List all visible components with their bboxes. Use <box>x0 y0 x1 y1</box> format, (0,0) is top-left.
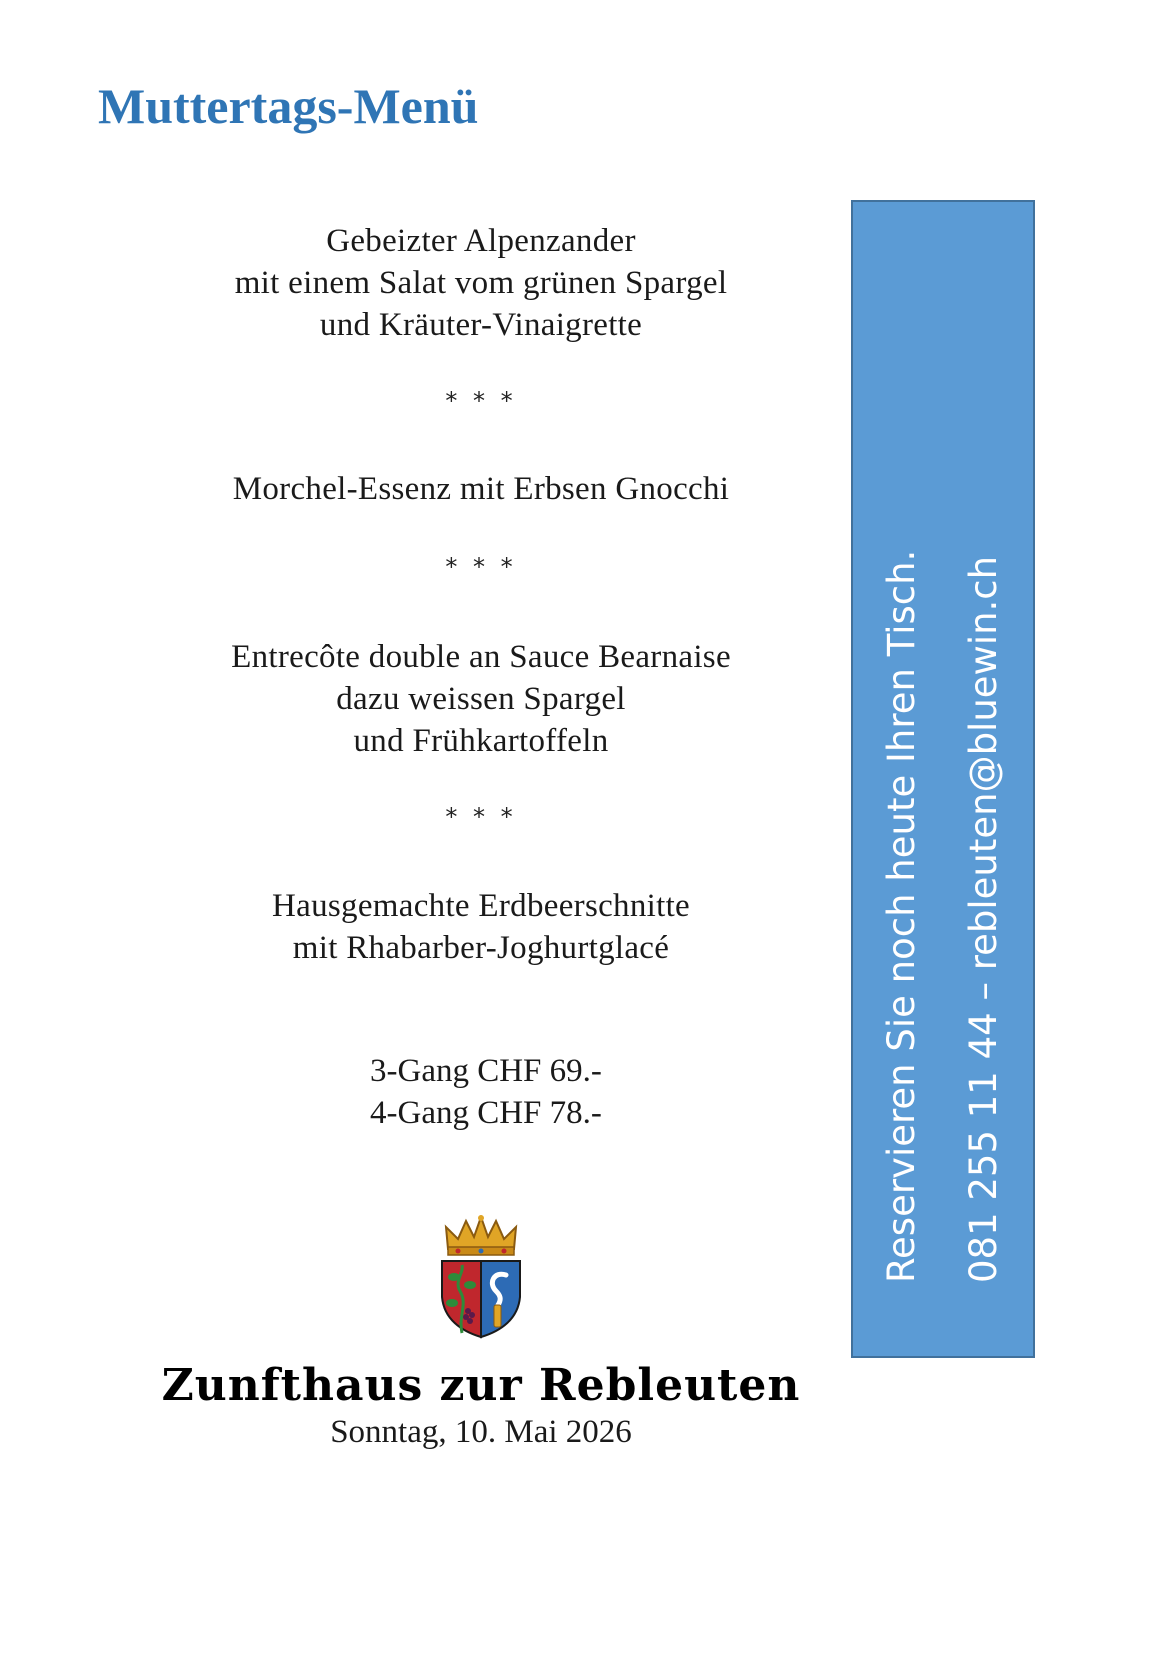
course-line: und Kräuter-Vinaigrette <box>319 307 643 343</box>
page-title: Muttertags-Menü <box>98 78 479 134</box>
course-starter <box>120 220 842 346</box>
course-line: Gebeizter Alpenzander <box>326 223 636 259</box>
course-main <box>120 636 842 762</box>
course-line: Entrecôte double an Sauce Bearnaise <box>231 639 731 675</box>
event-date: Sonntag, 10. Mai 2026 <box>330 1414 632 1450</box>
course-separator: * * * <box>445 553 517 581</box>
contact-info: 081 255 11 44 – rebleuten@bluewin.ch <box>962 555 1005 1283</box>
price-3-gang: 3-Gang CHF 69.- <box>370 1053 602 1089</box>
price-4-gang: 4-Gang CHF 78.- <box>370 1095 602 1131</box>
course-line: und Frühkartoffeln <box>353 723 609 759</box>
course-line: mit Rhabarber-Joghurtglacé <box>292 930 670 966</box>
reservation-text <box>861 229 1025 1329</box>
course-separator: * * * <box>445 387 517 415</box>
course-line: Morchel-Essenz mit Erbsen Gnocchi <box>232 471 730 507</box>
reservation-banner <box>851 200 1035 1358</box>
price-list <box>370 1050 602 1134</box>
course-line: Hausgemachte Erdbeerschnitte <box>272 888 690 924</box>
restaurant-name: Zunfthaus zur Rebleuten <box>161 1360 801 1411</box>
reservation-call-to-action: Reservieren Sie noch heute Ihren Tisch. <box>880 549 923 1283</box>
course-line: dazu weissen Spargel <box>336 681 626 717</box>
course-soup <box>120 468 842 510</box>
coat-of-arms-icon <box>436 1215 526 1343</box>
course-dessert <box>120 885 842 969</box>
course-separator: * * * <box>445 803 517 831</box>
course-line: mit einem Salat vom grünen Spargel <box>234 265 728 301</box>
